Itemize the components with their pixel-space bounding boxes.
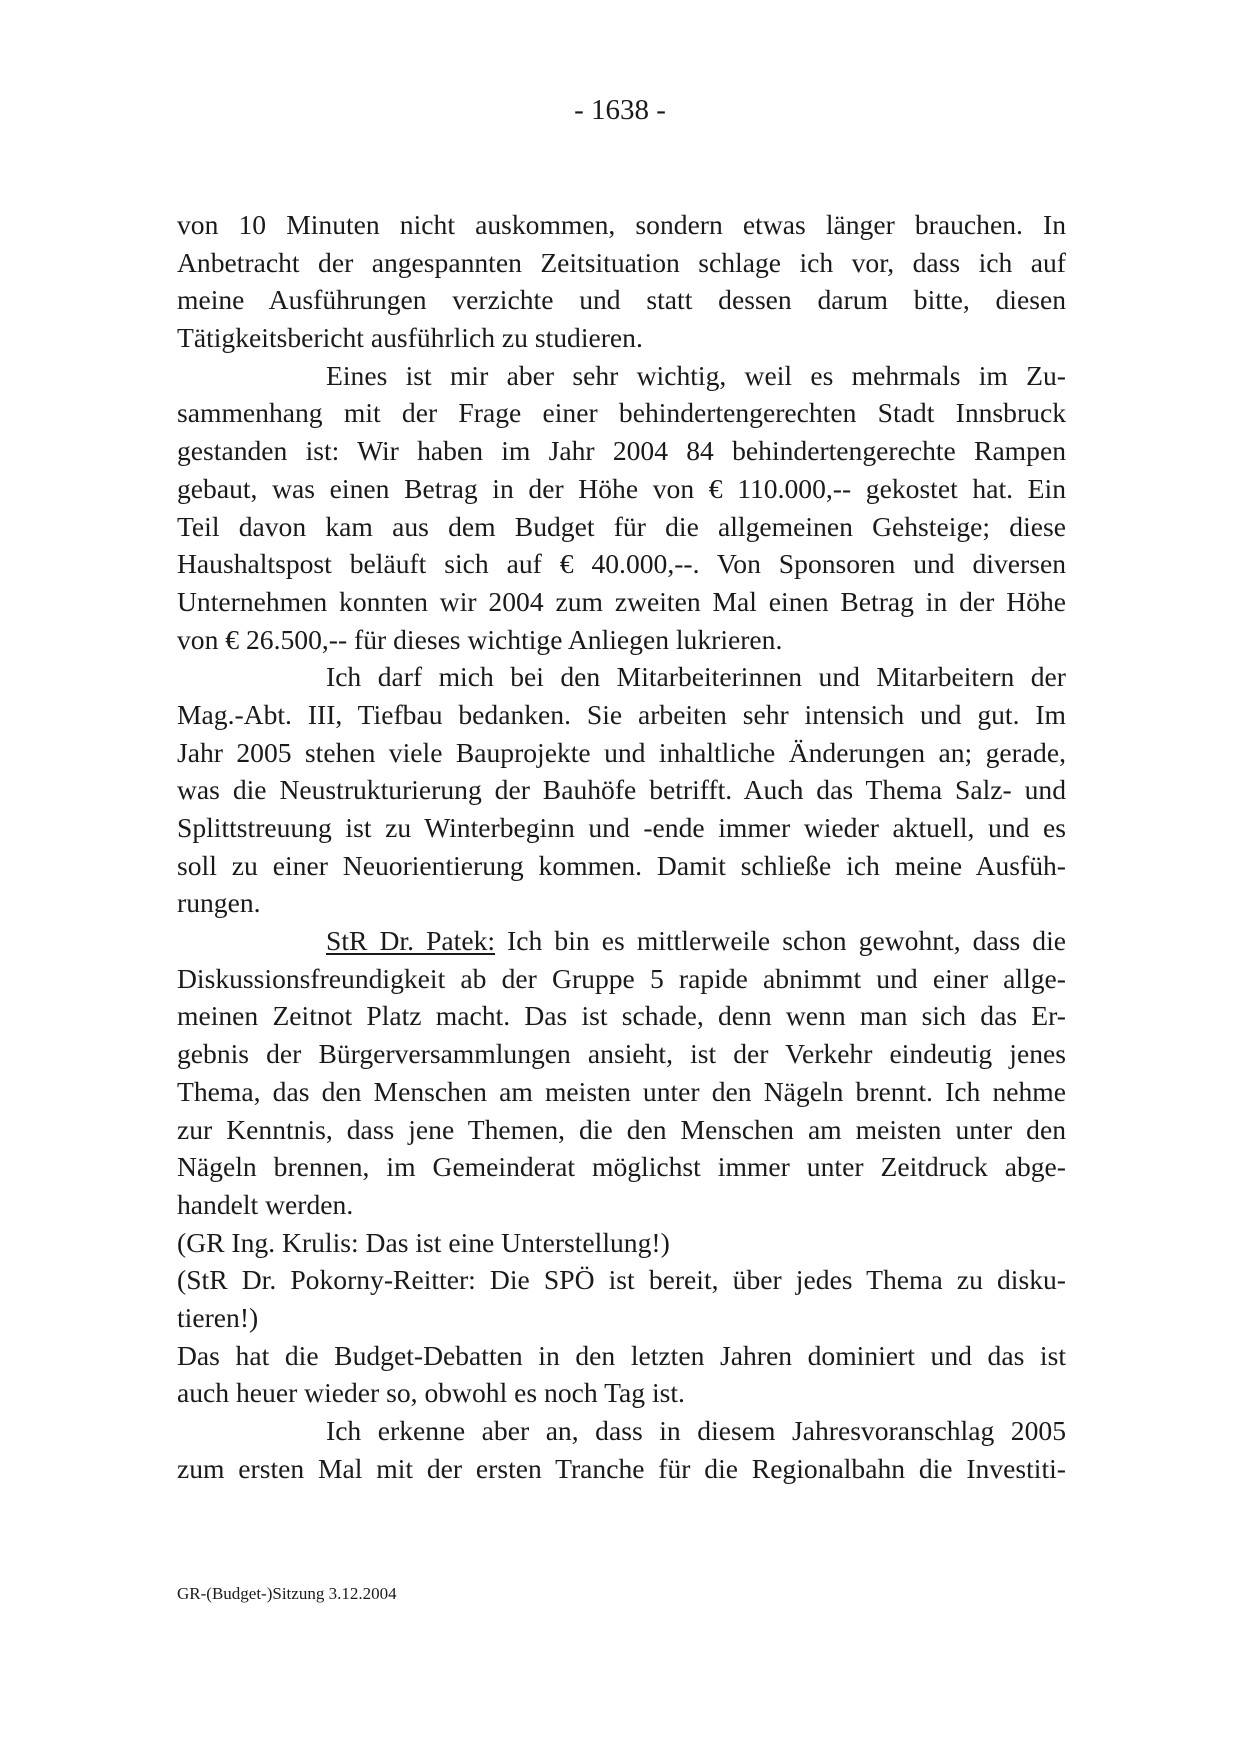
paragraph <box>177 1337 1066 1412</box>
text-line: meine Ausführungen verzichte und statt dessen darum bitte, diesen <box>177 284 1066 316</box>
paragraph <box>177 658 1066 922</box>
text-line: Tätigkeitsbericht ausführlich zu studieren. <box>177 322 643 354</box>
text-line: Thema, das den Menschen am meisten unter den Nägeln brennt. Ich nehme <box>177 1075 1066 1107</box>
text-line: Mag.-Abt. III, Tiefbau bedanken. Sie arbeiten sehr intensich und gut. Im <box>177 698 1066 730</box>
text-line <box>177 922 1066 960</box>
text-line: Nägeln brennen, im Gemeinderat möglichst immer unter Zeitdruck abge- <box>177 1151 1066 1183</box>
text-line: zum ersten Mal mit der ersten Tranche für die Regionalbahn die Investiti- <box>177 1452 1066 1484</box>
text-line: (StR Dr. Pokorny-Reitter: Die SPÖ ist bereit, über jedes Thema zu disku- <box>177 1264 1066 1296</box>
paragraph <box>177 206 1066 357</box>
text-line: Teil davon kam aus dem Budget für die allgemeinen Gehsteige; diese <box>177 510 1066 542</box>
text-line: von € 26.500,-- für dieses wichtige Anliegen lukrieren. <box>177 623 783 655</box>
text-line: meinen Zeitnot Platz macht. Das ist schade, denn wenn man sich das Er- <box>177 1000 1066 1032</box>
text-line: Eines ist mir aber sehr wichtig, weil es mehrmals im Zu- <box>326 359 1066 391</box>
text-line: Splittstreuung ist zu Winterbeginn und -ende immer wieder aktuell, und es <box>177 812 1066 843</box>
text-line: gestanden ist: Wir haben im Jahr 2004 84 behindertengerechte Rampen <box>177 435 1066 467</box>
interjection <box>177 1224 1066 1262</box>
page-number: - 1638 - <box>574 94 666 126</box>
text-line: handelt werden. <box>177 1188 354 1220</box>
text-line: von 10 Minuten nicht auskommen, sondern etwas länger brauchen. In <box>177 209 1066 240</box>
text-line: auch heuer wieder so, obwohl es noch Tag ist. <box>177 1377 685 1409</box>
interjection <box>177 1261 1066 1336</box>
text-line: rungen. <box>177 887 261 919</box>
text-segment: Ich bin es mittlerweile schon gewohnt, dass die <box>495 925 1066 957</box>
text-line: Anbetracht der angespannten Zeitsituation schlage ich vor, dass ich auf <box>177 246 1066 278</box>
body-text <box>177 206 1066 1487</box>
text-line: was die Neustrukturierung der Bauhöfe betrifft. Auch das Thema Salz- und <box>177 774 1066 806</box>
text-line: Ich erkenne aber an, dass in diesem Jahresvoranschlag 2005 <box>326 1415 1066 1446</box>
text-line: tieren!) <box>177 1301 259 1333</box>
paragraph <box>177 1412 1066 1487</box>
paragraph <box>177 357 1066 659</box>
text-line: soll zu einer Neuorientierung kommen. Damit schließe ich meine Ausfüh- <box>177 849 1066 881</box>
text-line: gebnis der Bürgerversammlungen ansieht, ist der Verkehr eindeutig jenes <box>177 1038 1066 1070</box>
speaker-paragraph <box>177 922 1066 1224</box>
text-line: Das hat die Budget-Debatten in den letzten Jahren dominiert und das ist <box>177 1339 1066 1371</box>
text-line: zur Kenntnis, dass jene Themen, die den Menschen am meisten unter den <box>177 1113 1066 1145</box>
speaker-name: StR Dr. Patek: <box>326 925 496 957</box>
text-line: Jahr 2005 stehen viele Bauprojekte und inhaltliche Änderungen an; gerade, <box>177 736 1066 768</box>
text-line: Unternehmen konnten wir 2004 zum zweiten Mal einen Betrag in der Höhe <box>177 585 1066 617</box>
text-line: gebaut, was einen Betrag in der Höhe von € 110.000,-- gekostet hat. Ein <box>177 472 1066 504</box>
text-line: sammenhang mit der Frage einer behindertengerechten Stadt Innsbruck <box>177 397 1066 429</box>
text-line: Haushaltspost beläuft sich auf € 40.000,--. Von Sponsoren und diversen <box>177 548 1066 580</box>
page-footer: GR-(Budget-)Sitzung 3.12.2004 <box>177 1584 397 1603</box>
text-line: Diskussionsfreundigkeit ab der Gruppe 5 rapide abnimmt und einer allge- <box>177 962 1066 994</box>
text-line: Ich darf mich bei den Mitarbeiterinnen und Mitarbeitern der <box>326 661 1066 693</box>
text-line: (GR Ing. Krulis: Das ist eine Unterstellung!) <box>177 1226 670 1258</box>
